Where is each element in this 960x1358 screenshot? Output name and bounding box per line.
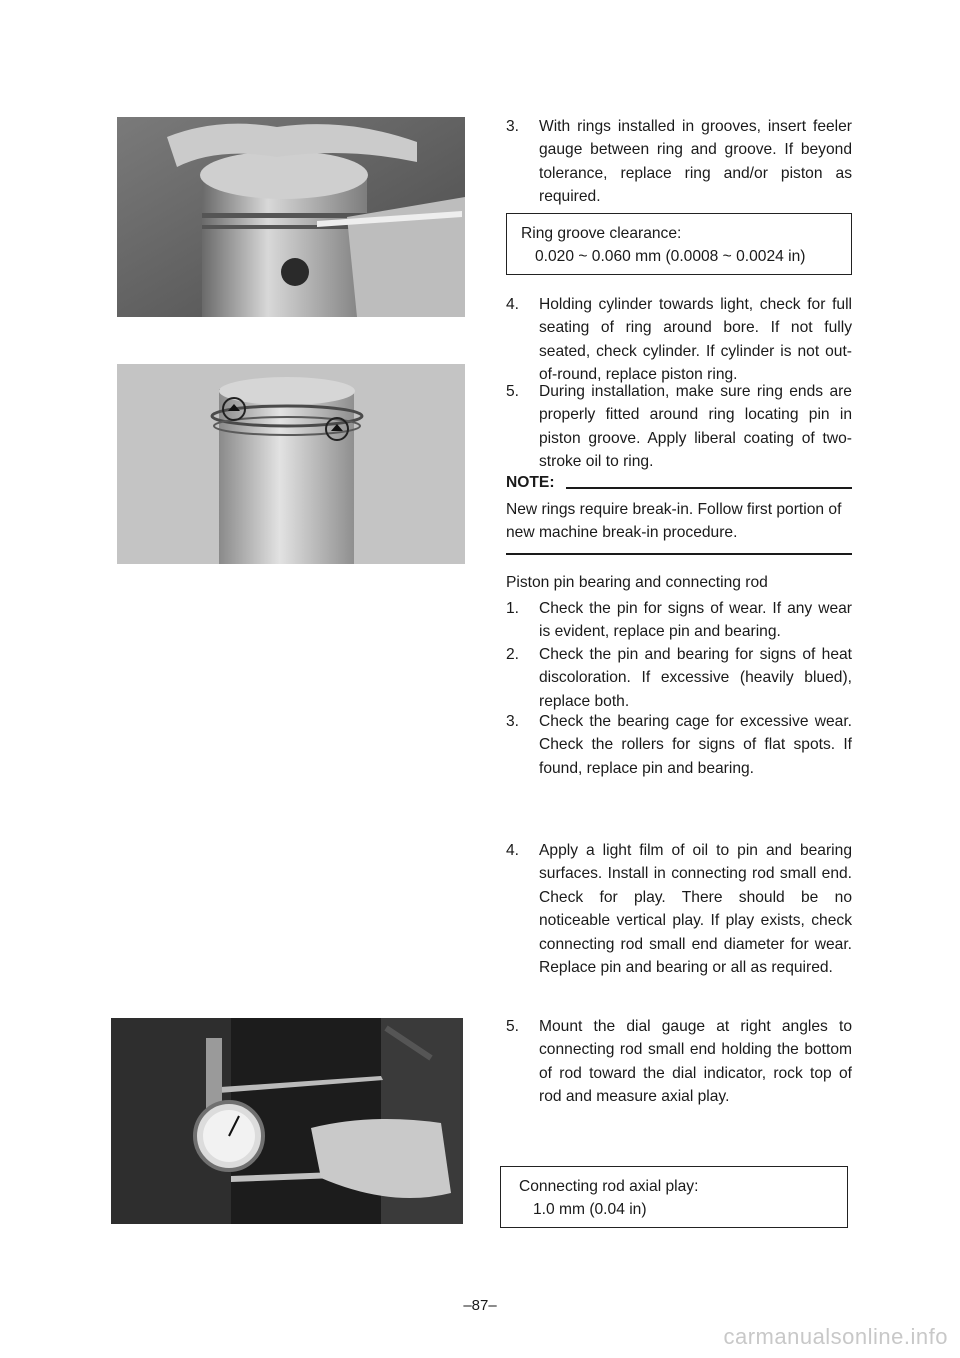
step-text: Check the pin for signs of wear. If any wear is evident, replace pin and bearing. xyxy=(539,600,852,641)
photo-feeler-gauge xyxy=(117,117,465,317)
dial-gauge-illustration xyxy=(111,1018,463,1224)
note-text: New rings require break-in. Follow first portion of new machine break-in procedure. xyxy=(506,501,842,542)
step-number: 3. xyxy=(506,118,520,135)
step-apply-oil-film xyxy=(506,839,852,979)
step-number: 5. xyxy=(506,383,520,400)
step-text: Check the bearing cage for excessive wear. Check the rollers for signs of flat spots. If found, replace pin and bearing. xyxy=(539,713,852,777)
step-text: During installation, make sure ring ends are properly fitted around ring locating pin in piston groove. Apply liberal coating of two-stroke oil to ring. xyxy=(539,383,852,471)
step-number: 4. xyxy=(506,296,520,313)
step-ring-installation xyxy=(506,380,852,474)
step-text: With rings installed in grooves, insert feeler gauge between ring and groove. If beyond tolerance, replace ring and/or piston as required. xyxy=(539,118,852,206)
note-top-rule xyxy=(566,487,852,489)
spec-label: Ring groove clearance: xyxy=(521,225,682,242)
spec-value: 0.020 ~ 0.060 mm (0.0008 ~ 0.0024 in) xyxy=(535,248,806,266)
step-text: Apply a light film of oil to pin and bearing surfaces. Install in connecting rod small end. Check for play. There should be no noticeable vertical play. If play exists, check connecting rod small end diameter for wear. Replace pin and bearing or all as required. xyxy=(539,842,852,977)
step-text: Holding cylinder towards light, check for full seating of ring around bore. If not fully seated, check cylinder. If cylinder is not out-of-round, replace piston ring. xyxy=(539,296,852,384)
step-insert-feeler-gauge xyxy=(506,115,852,209)
page-number: –87– xyxy=(463,1297,497,1314)
step-check-heat-discoloration xyxy=(506,643,852,713)
watermark: carmanualsonline.info xyxy=(723,1324,948,1349)
spec-value: 1.0 mm (0.04 in) xyxy=(533,1201,647,1219)
feeler-gauge-illustration xyxy=(117,117,465,317)
step-number: 2. xyxy=(506,646,520,663)
step-text: Mount the dial gauge at right angles to connecting rod small end holding the bottom of rod toward the dial indicator, rock top of rod and measure axial play. xyxy=(539,1018,852,1106)
note-bottom-rule xyxy=(506,553,852,555)
spec-label: Connecting rod axial play: xyxy=(519,1178,699,1195)
note-label: NOTE: xyxy=(506,474,555,491)
spec-connecting-rod-axial-play xyxy=(500,1166,848,1228)
step-number: 1. xyxy=(506,600,520,617)
photo-dial-gauge xyxy=(111,1018,463,1224)
section-heading: Piston pin bearing and connecting rod xyxy=(506,574,768,591)
step-text: Check the pin and bearing for signs of heat discoloration. If excessive (heavily blued), replace both. xyxy=(539,646,852,710)
photo-piston-rings xyxy=(117,364,465,564)
step-check-pin-wear xyxy=(506,597,852,644)
step-mount-dial-gauge xyxy=(506,1015,852,1109)
step-number: 3. xyxy=(506,713,520,730)
spec-ring-groove-clearance xyxy=(506,213,852,275)
step-check-bearing-cage xyxy=(506,710,852,780)
step-check-ring-seating xyxy=(506,293,852,387)
step-number: 5. xyxy=(506,1018,520,1035)
piston-rings-illustration xyxy=(117,364,465,564)
step-number: 4. xyxy=(506,842,520,859)
